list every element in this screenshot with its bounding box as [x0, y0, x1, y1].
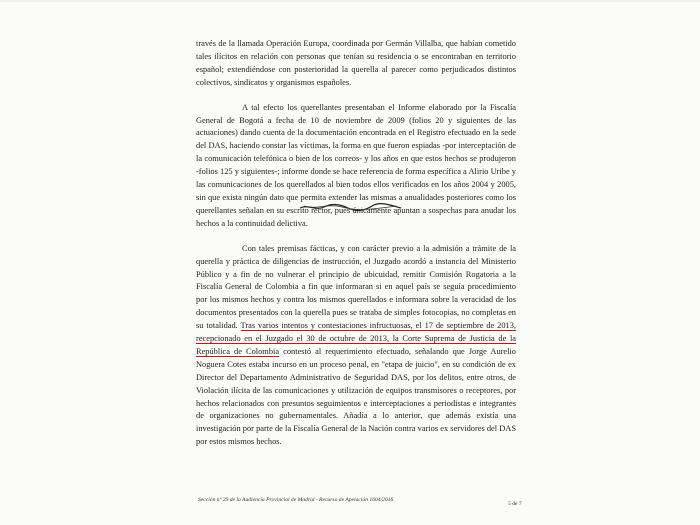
document-body [196, 38, 516, 462]
paragraph-2: A tal efecto los querellantes presentaban el Informe elaborado por la Fiscalía General de Bogotá a fecha de 10 de noviembre de 2009 (folios 20 y siguientes de las actuaciones) dando cuenta de la documentación encontrada en el Registro efectuado en la sede del DAS, haciendo constar las víctimas, la forma en que fueron espiadas -por interceptación de la comunicación telefónica o bien de los correos- y los años en que estos hechos se produjeron -folios 125 y siguientes-; informe donde se hace referencia de forma específica a Alirio Uribe y las comunicaciones de los querellados al bien todos ellos verificados en los años 2004 y 2005, sin que exista ningún dato que permita extender las mismas a anualidades posteriores como los querellantes señalan en su escrito rector, pues únicamente apuntan a sospechas para anudar los hechos a la continuidad delictiva. [196, 102, 516, 228]
scan-edge [0, 0, 700, 2]
paragraph-3-intro: Con tales premisas fácticas, y con carácter previo a la admisión a trámite de la querella y práctica de diligencias de instrucción, el Juzgado acordó a instancia del Ministerio Público y a fin de no vulnerar el principio de ubicuidad, remitir Comisión Rogatoria a la Fiscalía General de Colombia a fin que informaran si en aquel país se seguía procedimiento por los mismos hechos y contra los mismos querellados e informara sobre la veracidad de los documentos presentados con la querella pues se trataba de simples fotocopias, no completas en su totalidad. [196, 243, 516, 331]
footer-case-reference: Sección nº 29 de la Audiencia Provincial de Madrid - Recurso de Apelación 1604/2016 [198, 497, 394, 503]
red-underlined-passage: Tras varios intentos y contestaciones infructuosas, el 17 de septiembre de 2013, recepcionado en el Juzgado el 30 de octubre de 2013, la Corte Suprema de Justicia de la República de Colombia [196, 321, 516, 356]
paragraph-3 [196, 243, 516, 450]
handwritten-scribble-mark [298, 202, 403, 212]
footer-page-number: 5 de 7 [508, 501, 522, 507]
paragraph-1: través de la llamada Operación Europa, coordinada por Germán Villalba, que habían cometido tales ilícitos en relación con personas que tenían su residencia o se encontraban en territorio español; extendiéndose con posterioridad la querella al parecer como perjudicados distintos colectivos, sindicatos y organismos españoles. [196, 39, 516, 87]
paragraph-3-rest: contestó al requerimiento efectuado, señalando que Jorge Aurelio Noguera Cotes estaba incurso en un proceso penal, en "etapa de juicio", en su condición de ex Director del Departamento Administrativo de Seguridad DAS, por los delitos, entre otros, de Violación ilícita de las comunicaciones y utilización de equipos transmisores o receptores, por hechos relacionados con presuntos seguimientos e interceptaciones a periodistas e integrantes de organizaciones no gubernamentales. Añadía a lo anterior, que además existía una investigación por parte de la Fiscalía General de la Nación contra varios ex servidores del DAS por estos mismos hechos. [196, 346, 516, 447]
